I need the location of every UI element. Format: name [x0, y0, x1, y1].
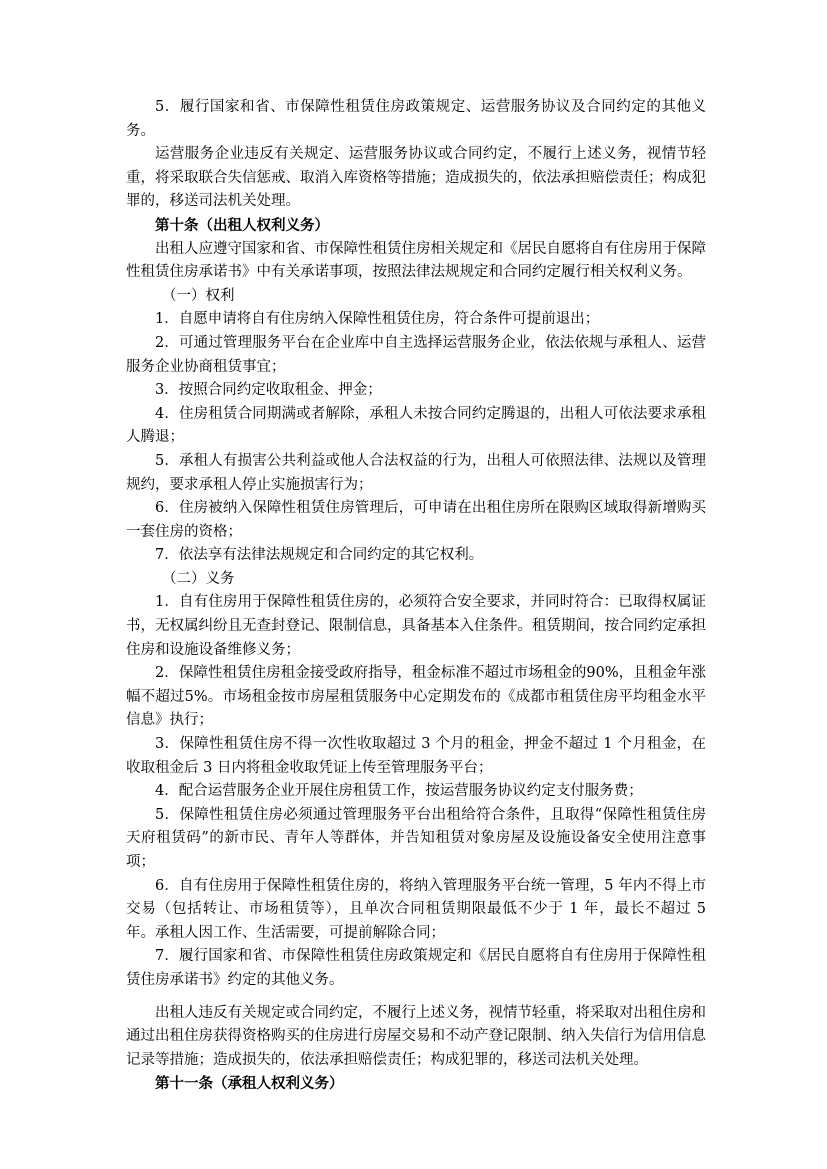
obligations-item-6: 6．自有住房用于保障性租赁住房的，将纳入管理服务平台统一管理，5 年内不得上市交易（包括转让、市场租赁等），且单次合同租赁期限最低不少于 1 年，最长不超过 5 年。承租人因工作、生活需要，可提前解除合同；: [126, 877, 706, 941]
rights-item-7: 7．依法享有法律法规规定和合同约定的其它权利。: [155, 547, 484, 564]
rights-item-6: 6．住房被纳入保障性租赁住房管理后，可申请在出租住房所在限购区域取得新增购买一套住房的资格；: [126, 500, 706, 540]
rights-item-5: 5．承租人有损害公共利益或他人合法权益的行为，出租人可依照法律、法规以及管理规约，要求承租人停止实施损害行为；: [126, 452, 706, 493]
obligations-item-4: 4．配合运营服务企业开展住房租赁工作，按运营服务协议约定支付服务费；: [155, 783, 643, 800]
rights-subheading: （一）权利: [162, 287, 235, 304]
document-body: [126, 96, 706, 1096]
lessor-violation-paragraph: 出租人违反有关规定或合同约定，不履行上述义务，视情节轻重，将采取对出租住房和通过出租住房获得资格购买的住房进行房屋交易和不动产登记限制、纳入失信行为信用信息记录等措施；造成损失的，依法承担赔偿责任；构成犯罪的，移送司法机关处理。: [126, 1004, 706, 1068]
article-10-heading: 第十条（出租人权利义务）: [155, 216, 329, 234]
rights-item-1: 1．自愿申请将自有住房纳入保障性租赁住房，符合条件可提前退出；: [155, 311, 600, 328]
obligation-item-5: 5．履行国家和省、市保障性租赁住房政策规定、运营服务协议及合同约定的其他义务。: [126, 99, 706, 139]
article-11-heading: 第十一条（承租人权利义务）: [155, 1075, 344, 1093]
obligations-item-1: 1．自有住房用于保障性租赁住房的，必须符合安全要求，并同时符合：已取得权属证书，无权属纠纷且无查封登记、限制信息，具备基本入住条件。租赁期间，按合同约定承担住房和设施设备维修义务；: [126, 594, 706, 658]
obligations-item-3: 3．保障性租赁住房不得一次性收取超过 3 个月的租金，押金不超过 1 个月租金，在收取租金后 3 日内将租金收取凭证上传至管理服务平台；: [126, 736, 706, 776]
obligations-item-5: 5．保障性租赁住房必须通过管理服务平台出租给符合条件，且取得“保障性租赁住房天府租赁码”的新市民、青年人等群体，并告知租赁对象房屋及设施设备安全使用注意事项；: [126, 806, 706, 870]
obligations-item-7: 7．履行国家和省、市保障性租赁住房政策规定和《居民自愿将自有住房用于保障性租赁住房承诺书》约定的其他义务。: [126, 948, 706, 988]
rights-item-4: 4．住房租赁合同期满或者解除，承租人未按合同约定腾退的，出租人可依法要求承租人腾退；: [126, 405, 706, 446]
enterprise-violation-paragraph: 运营服务企业违反有关规定、运营服务协议或合同约定，不履行上述义务，视情节轻重，将采取联合失信惩戒、取消入库资格等措施；造成损失的，依法承担赔偿责任；构成犯罪的，移送司法机关处理。: [126, 146, 706, 210]
obligations-subheading: （二）义务: [162, 570, 235, 587]
rights-item-2: 2．可通过管理服务平台在企业库中自主选择运营服务企业，依法依规与承租人、运营服务企业协商租赁事宜；: [126, 334, 706, 375]
obligations-item-2: 2．保障性租赁住房租金接受政府指导，租金标准不超过市场租金的90%，且租金年涨幅不超过5%。市场租金按市房屋租赁服务中心定期发布的《成都市租赁住房平均租金水平信息》执行；: [126, 665, 706, 729]
rights-item-3: 3．按照合同约定收取租金、押金；: [155, 382, 382, 399]
lessor-intro-paragraph: 出租人应遵守国家和省、市保障性租赁住房相关规定和《居民自愿将自有住房用于保障性租赁住房承诺书》中有关承诺事项，按照法律法规规定和合同约定履行相关权利义务。: [126, 240, 706, 281]
